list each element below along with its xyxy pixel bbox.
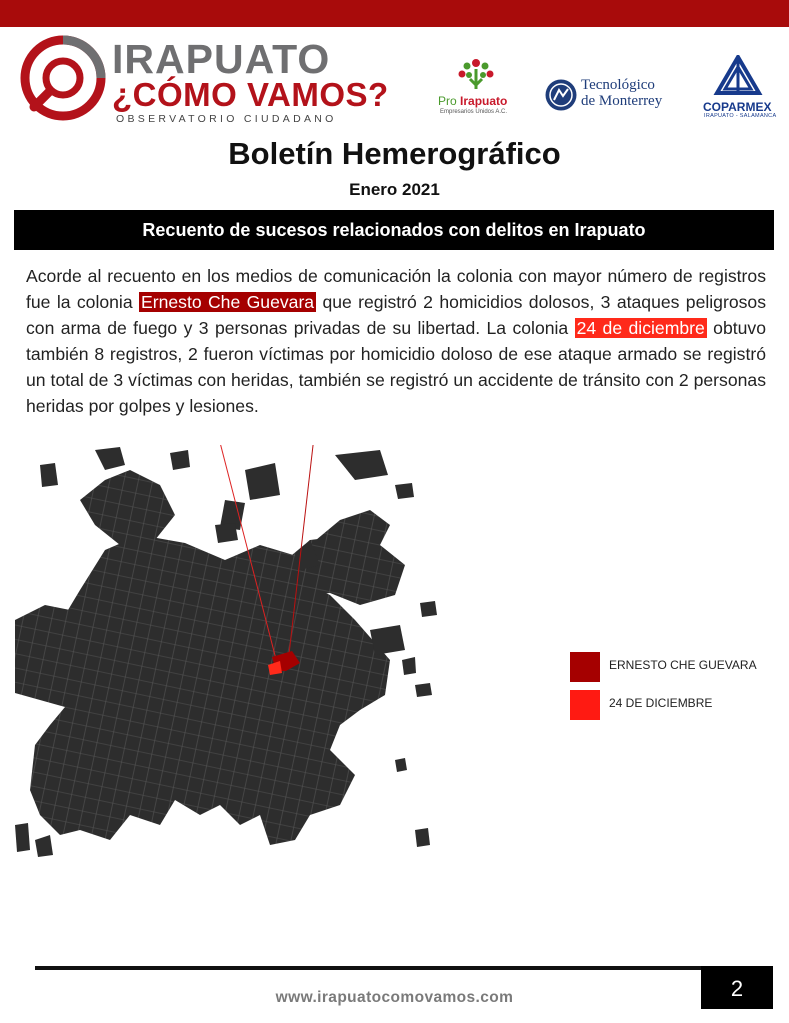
footer-divider (35, 966, 701, 970)
magnifier-logo-icon (20, 35, 106, 121)
logo-subtitle: ¿CÓMO VAMOS? (112, 76, 389, 113)
coparmex-mark-icon (713, 55, 763, 97)
coparmex-subtitle: IRAPUATO - SALAMANCA (704, 113, 777, 119)
page-number: 2 (701, 966, 773, 1009)
logo-tagline: OBSERVATORIO CIUDADANO (116, 113, 337, 125)
highlight-24-de-diciembre: 24 de diciembre (576, 318, 705, 338)
document-date: Enero 2021 (349, 180, 440, 199)
tec-monterrey-name: Tecnológico de Monterrey (581, 77, 663, 109)
irapuato-como-vamos-logo (20, 35, 389, 127)
tec-seal-icon (544, 78, 578, 112)
legend-swatch-24-diciembre (570, 690, 600, 720)
tec-monterrey-logo (544, 75, 674, 115)
logo-title: IRAPUATO (112, 36, 331, 82)
section-title-bar: Recuento de sucesos relacionados con delitos en Irapuato (14, 210, 774, 250)
summary-paragraph: Acorde al recuento en los medios de comunicación la colonia con mayor número de registros fue la colonia Ernesto Che Guevara que registró 2 homicidios dolosos, 3 ataques peligrosos con arma de fuego y 3 personas privadas de su libertad. La colonia 24 de diciembre obtuvo también 8 registros, 2 fueron víctimas por homicidio doloso de ese ataque armado se registró un total de 3 víctimas con heridas, también se registró un accidente de tránsito con 2 personas heridas por golpes y lesiones. (26, 266, 766, 416)
pro-irapuato-name: Pro Irapuato (438, 94, 508, 108)
coparmex-name: COPARMEX (703, 100, 772, 114)
map-urban-area (15, 470, 405, 845)
pro-irapuato-tagline: Empresarios Unidos A.C. (440, 109, 508, 115)
footer-url[interactable]: www.irapuatocomovamos.com (275, 989, 514, 1006)
legend-label-ernesto: ERNESTO CHE GUEVARA (609, 658, 757, 672)
highlight-ernesto-che-guevara: Ernesto Che Guevara (140, 292, 315, 312)
coparmex-logo (700, 55, 778, 119)
legend-swatch-ernesto (570, 652, 600, 682)
pro-irapuato-logo (438, 57, 514, 117)
document-title: Boletín Hemerográfico (228, 136, 561, 171)
irapuato-colonias-map (10, 445, 440, 860)
legend-label-24-diciembre: 24 DE DICIEMBRE (609, 696, 713, 710)
tree-people-icon (438, 57, 514, 93)
top-brand-bar (0, 0, 789, 27)
